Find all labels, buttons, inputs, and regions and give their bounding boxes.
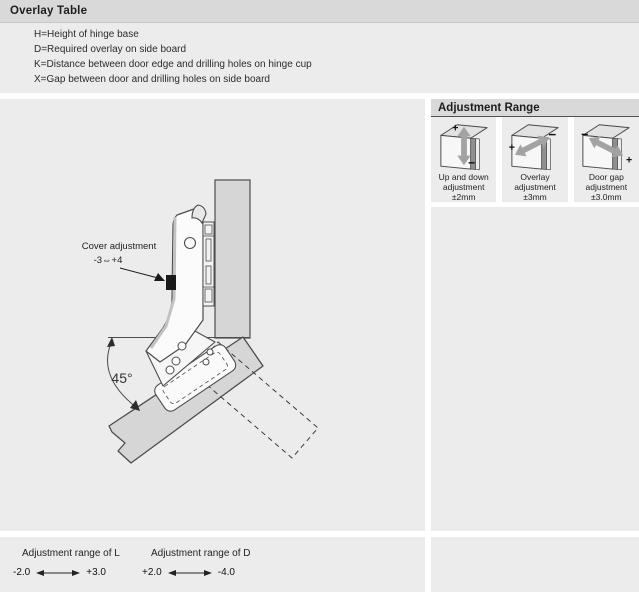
minus-sign: − bbox=[581, 127, 589, 142]
plus-sign: + bbox=[508, 141, 515, 154]
side-board bbox=[215, 180, 250, 338]
label-line: adjustment bbox=[585, 182, 628, 192]
overlay-table-title: Overlay Table bbox=[10, 5, 88, 17]
definition-d: D=Required overlay on side board bbox=[34, 44, 187, 55]
label-line: adjustment bbox=[514, 182, 556, 192]
overlay-table-header bbox=[0, 0, 639, 23]
arc-arrowhead-top bbox=[107, 337, 115, 347]
range-l-to: +3.0 bbox=[86, 567, 106, 578]
cover-adjustment-label: Cover adjustment bbox=[81, 241, 157, 252]
double-arrow-icon bbox=[35, 568, 81, 578]
arc-arrowhead-bottom bbox=[130, 400, 140, 411]
door-gap-adjustment-icon bbox=[575, 119, 637, 171]
minus-sign: − bbox=[467, 156, 476, 171]
mounting-plate bbox=[203, 222, 214, 306]
range-l-title: Adjustment range of L bbox=[22, 548, 120, 559]
range-d-values bbox=[142, 567, 251, 578]
adjustment-cell-door-gap bbox=[574, 117, 639, 202]
adjustment-cell-overlay bbox=[502, 117, 567, 202]
range-l-from: -2.0 bbox=[13, 567, 31, 578]
label-line: Up and down bbox=[438, 172, 489, 182]
label-line: ±3mm bbox=[523, 192, 547, 202]
adjustment-cells bbox=[431, 117, 639, 202]
plus-sign: + bbox=[451, 122, 459, 135]
plus-sign: + bbox=[626, 154, 633, 167]
range-d-group bbox=[142, 548, 251, 578]
adjustment-range-header bbox=[431, 99, 639, 117]
label-line: Door gap bbox=[588, 172, 624, 182]
label-line: ±3.0mm bbox=[590, 192, 622, 202]
range-l-group bbox=[13, 548, 120, 578]
adjustment-cell-up-down bbox=[431, 117, 496, 202]
angle-label: 45° bbox=[111, 370, 133, 386]
range-d-from: +2.0 bbox=[142, 567, 162, 578]
range-d-to: -4.0 bbox=[217, 567, 235, 578]
up-down-adjustment-icon bbox=[433, 119, 495, 171]
range-l-values bbox=[13, 567, 120, 578]
hinge-45deg-diagram bbox=[0, 99, 425, 531]
overlay-label bbox=[514, 172, 556, 202]
label-line: adjustment bbox=[442, 182, 485, 192]
definitions-list bbox=[34, 27, 312, 87]
panel-filler bbox=[431, 207, 639, 531]
definition-h: H=Height of hinge base bbox=[34, 29, 139, 40]
door-gap-label bbox=[586, 172, 628, 202]
double-arrow-icon bbox=[167, 568, 213, 578]
definition-k: K=Distance between door edge and drilling holes on hinge cup bbox=[34, 59, 312, 70]
footer-right-filler bbox=[431, 537, 639, 592]
adjustment-range-title: Adjustment Range bbox=[438, 101, 540, 114]
hinge-diagram-section bbox=[0, 99, 425, 531]
callout-leader-line bbox=[120, 268, 158, 278]
label-line: Overlay bbox=[520, 172, 550, 182]
overlay-adjustment-icon bbox=[504, 119, 566, 171]
cover-adjustment-screw bbox=[166, 275, 176, 290]
cover-adjustment-range: -3⇔+4 bbox=[93, 255, 123, 266]
minus-sign: − bbox=[548, 127, 557, 143]
label-line: ±2mm bbox=[451, 192, 476, 202]
up-down-label bbox=[439, 172, 489, 202]
range-d-title: Adjustment range of D bbox=[151, 548, 251, 559]
adjustment-range-panel bbox=[431, 99, 639, 531]
footer-ranges-section bbox=[0, 537, 425, 592]
overlay-table-section bbox=[0, 0, 639, 93]
definition-x: X=Gap between door and drilling holes on side board bbox=[34, 74, 270, 85]
arm-hole bbox=[185, 238, 196, 249]
